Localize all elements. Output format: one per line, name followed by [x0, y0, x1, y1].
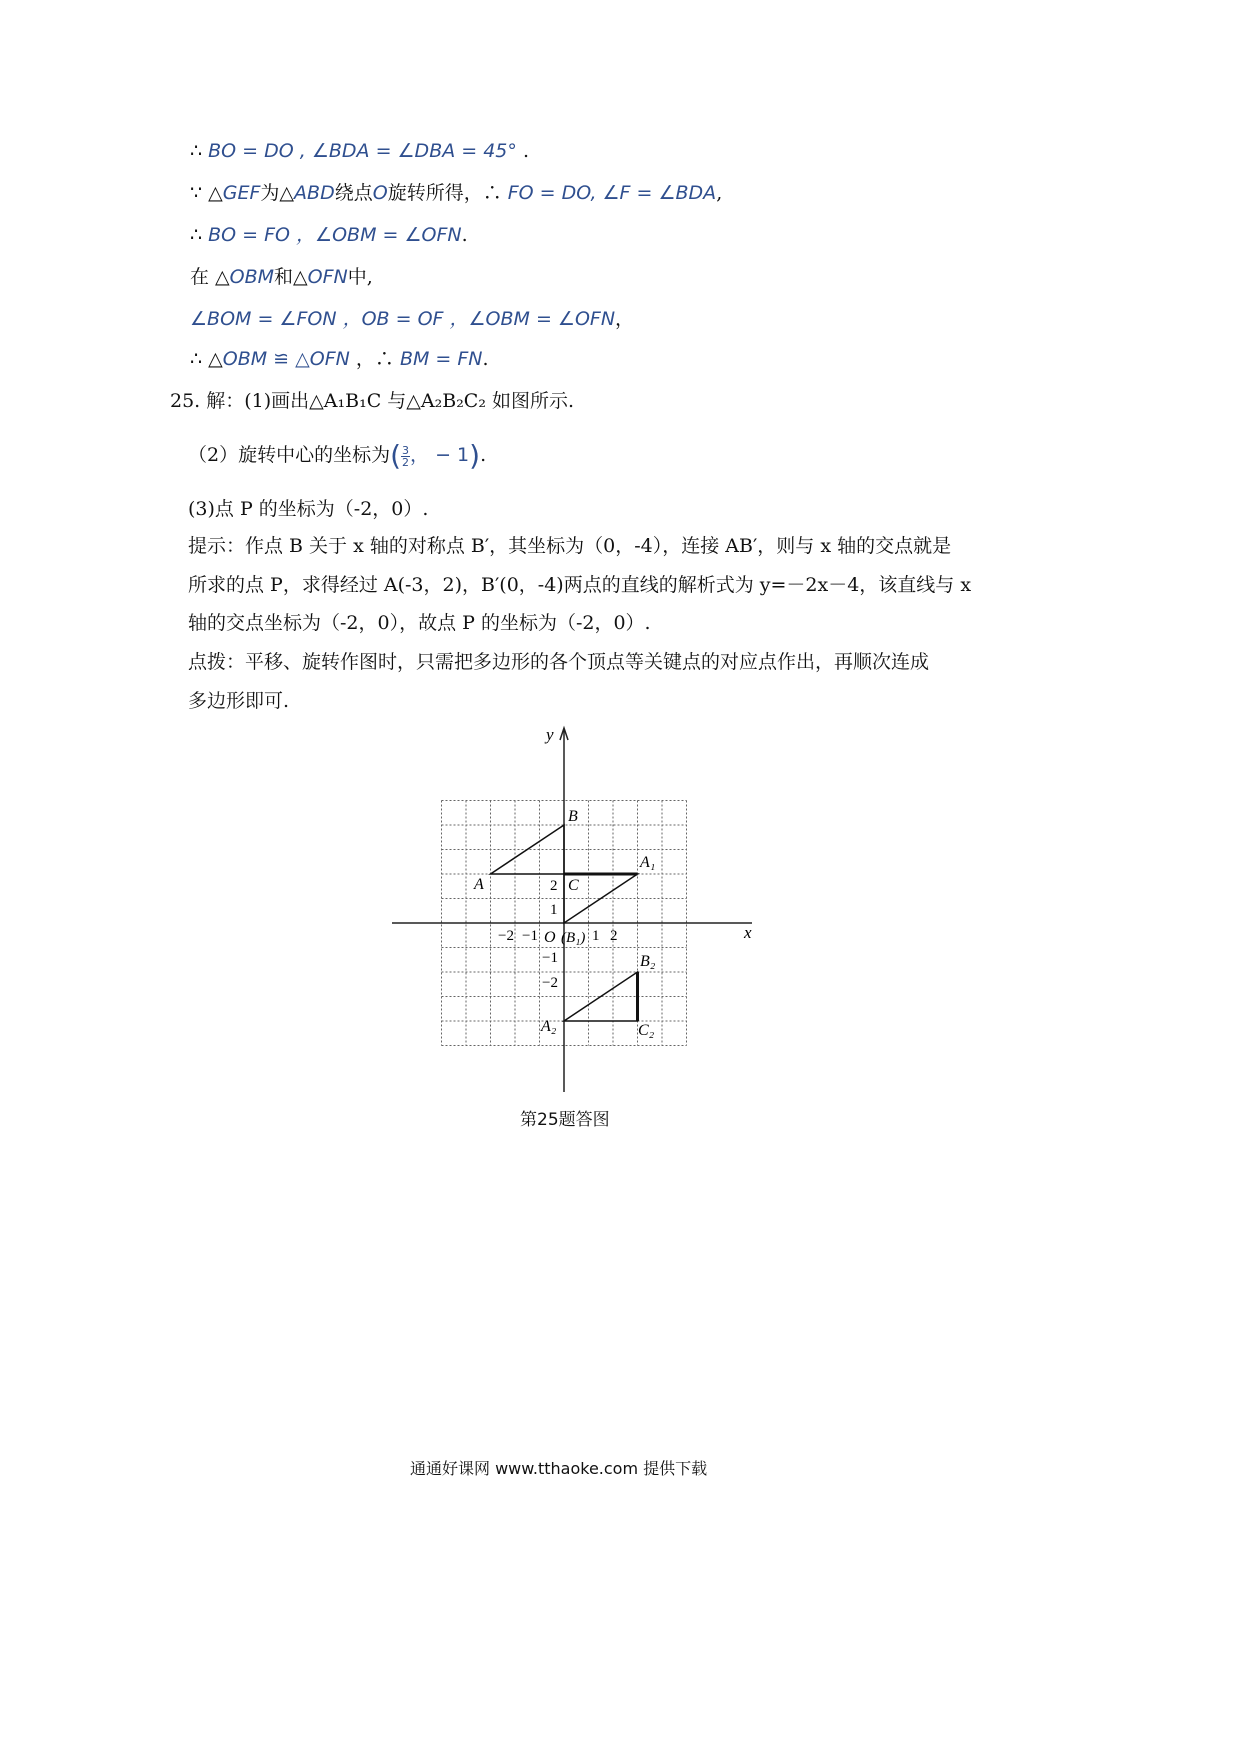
math-expr: ABD: [294, 182, 335, 204]
text-seg: 绕点: [334, 182, 373, 204]
math-expr: BO = DO , ∠BDA = ∠DBA = 45°: [208, 140, 517, 162]
math-expr: BO = FO ，∠OBM = ∠OFN: [208, 224, 462, 246]
tick-x-neg1: −1: [522, 928, 538, 944]
punct: .: [461, 224, 468, 246]
therefore-symbol: ∴: [190, 140, 209, 162]
therefore-symbol: ∴: [190, 224, 209, 246]
tick-x-2: 2: [610, 928, 618, 944]
axes: [392, 728, 752, 1092]
text-seg: 中,: [347, 266, 373, 288]
point-label-A2: A₂: [541, 1018, 557, 1035]
math-expr: O: [372, 182, 388, 204]
math-expr: OBM ≌ △OFN: [222, 348, 350, 370]
text-seg: ∵ △: [190, 182, 223, 204]
tick-y-neg1: −1: [542, 950, 558, 966]
origin-label: O: [544, 929, 556, 946]
point-label-B1: (B₁): [561, 930, 586, 946]
point-label-B: B: [568, 808, 578, 825]
frac-den: 2: [402, 455, 410, 469]
tick-x-neg2: −2: [498, 928, 514, 944]
page-footer: 通通好课网 www.tthaoke.com 提供下载: [410, 1459, 708, 1478]
line-9: (3)点 P 的坐标为（-2，0）.: [188, 498, 429, 520]
text-seg: （2）旋转中心的坐标为: [188, 444, 391, 466]
math-expr: ∠BOM = ∠FON ，OB = OF ，∠OBM = ∠OFN: [190, 308, 616, 330]
punct: .: [482, 348, 489, 370]
math-expr: GEF: [222, 182, 261, 204]
math-expr: OBM: [229, 266, 275, 288]
text-seg: ，∴: [349, 348, 400, 370]
line-13: 点拨：平移、旋转作图时，只需把多边形的各个顶点等关键点的对应点作出，再顺次连成: [188, 651, 930, 673]
line-7: 25. 解：(1)画出△A₁B₁C 与△A₂B₂C₂ 如图所示.: [170, 390, 575, 412]
punct: .: [516, 140, 529, 162]
point-label-B2: B₂: [640, 953, 656, 970]
line-12: 轴的交点坐标为（-2，0），故点 P 的坐标为（-2，0）.: [188, 612, 651, 634]
math-expr: OFN: [307, 266, 348, 288]
line-10: 提示：作点 B 关于 x 轴的对称点 B′，其坐标为（0，-4），连接 AB′，则与 x 轴的交点就是: [188, 535, 952, 557]
axis-x-label: x: [744, 923, 752, 942]
line-14: 多边形即可.: [188, 690, 290, 712]
figure-caption: 第25题答图: [520, 1110, 610, 1130]
math-expr: FO = DO, ∠F = ∠BDA: [507, 182, 717, 204]
text-seg: 在 △: [190, 266, 230, 288]
tick-x-1: 1: [592, 928, 600, 944]
paren-open: (: [390, 439, 402, 472]
paren-close: ): [469, 439, 481, 472]
text-seg: 旋转所得，∴: [387, 182, 508, 204]
line-11: 所求的点 P，求得经过 A(-3，2)，B′(0，-4)两点的直线的解析式为 y=－2x－4，该直线与 x: [188, 574, 972, 596]
punct: ，: [615, 308, 635, 330]
math-expr: ， − 1: [410, 444, 470, 466]
punct: .: [480, 444, 487, 466]
tick-y-neg2: −2: [542, 975, 558, 991]
math-expr: BM = FN: [399, 348, 483, 370]
point-label-C: C: [568, 877, 579, 894]
axis-y-label: y: [546, 725, 554, 744]
tick-y-2: 2: [550, 878, 558, 894]
point-label-A: A: [474, 876, 484, 893]
point-label-A1: A₁: [640, 854, 656, 871]
point-label-C2: C₂: [638, 1022, 655, 1039]
punct: ,: [716, 182, 723, 204]
frac-num: 3: [402, 443, 410, 457]
tick-y-1: 1: [550, 902, 558, 918]
text-seg: 为△: [260, 182, 295, 204]
text-seg: 和△: [274, 266, 308, 288]
therefore-symbol: ∴ △: [190, 348, 223, 370]
